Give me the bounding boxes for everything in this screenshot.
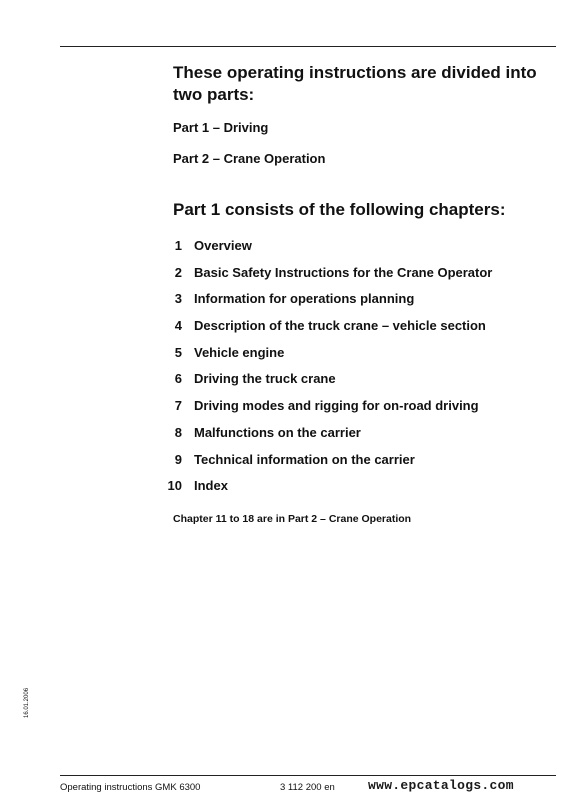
part-2-label: Part 2 – Crane Operation bbox=[173, 151, 326, 166]
chapter-item bbox=[162, 478, 228, 505]
footer-rule bbox=[60, 775, 556, 776]
chapter-number: 9 bbox=[174, 451, 182, 467]
chapter-item bbox=[162, 371, 336, 398]
chapter-list bbox=[162, 238, 493, 505]
chapter-title: Technical information on the carrier bbox=[194, 451, 415, 467]
chapter-item bbox=[162, 398, 479, 425]
part-1-label: Part 1 – Driving bbox=[173, 120, 269, 135]
part-2-note: Chapter 11 to 18 are in Part 2 – Crane Operation bbox=[173, 513, 412, 525]
chapter-number: 1 bbox=[174, 238, 182, 253]
chapter-item bbox=[162, 424, 361, 452]
intro-heading: These operating instructions are divided into two parts: bbox=[173, 63, 537, 104]
header-rule bbox=[60, 46, 556, 47]
chapter-number: 8 bbox=[174, 424, 182, 440]
chapter-title: Malfunctions on the carrier bbox=[194, 424, 361, 440]
chapter-number: 10 bbox=[167, 478, 182, 494]
chapters-heading: Part 1 consists of the following chapters: bbox=[173, 200, 506, 219]
chapter-title: Driving modes and rigging for on-road driving bbox=[194, 398, 479, 414]
footer-document-title: Operating instructions GMK 6300 bbox=[60, 782, 201, 793]
chapter-title: Driving the truck crane bbox=[194, 371, 336, 387]
chapter-item bbox=[162, 291, 415, 318]
watermark-link[interactable]: www.epcatalogs.com bbox=[368, 778, 514, 793]
chapter-title: Information for operations planning bbox=[194, 291, 415, 307]
chapter-title: Vehicle engine bbox=[194, 344, 285, 360]
chapter-number: 2 bbox=[174, 264, 182, 280]
chapter-number: 4 bbox=[174, 318, 182, 334]
chapter-item bbox=[162, 264, 493, 292]
chapter-number: 3 bbox=[174, 291, 182, 307]
footer-document-number: 3 112 200 en bbox=[280, 782, 335, 793]
side-date-stamp: 16.01.2006 bbox=[24, 687, 30, 718]
chapter-title: Index bbox=[194, 478, 228, 494]
chapter-item bbox=[162, 344, 285, 372]
chapter-item bbox=[162, 318, 486, 345]
chapter-number: 5 bbox=[174, 344, 182, 360]
chapter-title: Basic Safety Instructions for the Crane Operator bbox=[194, 264, 493, 280]
chapter-number: 6 bbox=[174, 371, 182, 387]
chapter-item bbox=[162, 451, 415, 479]
chapter-title: Overview bbox=[194, 238, 252, 253]
chapter-item bbox=[162, 238, 252, 265]
chapter-title: Description of the truck crane – vehicle section bbox=[194, 318, 486, 334]
chapter-number: 7 bbox=[174, 398, 182, 414]
